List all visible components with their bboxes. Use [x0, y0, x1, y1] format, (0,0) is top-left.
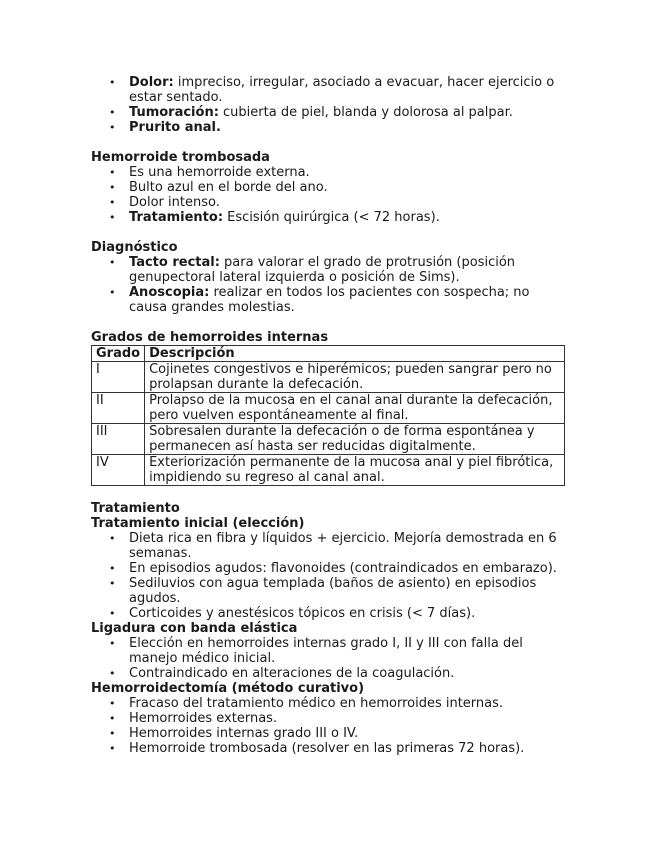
- list-item: • Prurito anal.: [91, 120, 566, 135]
- column-header-descripcion: Descripción: [145, 346, 565, 362]
- table-row: [92, 424, 565, 455]
- list-item: • Tacto rectal: para valorar el grado de protrusión (posición genupectoral lateral izquierda o posición de Sims).: [91, 255, 566, 285]
- heading-diagnostico: Diagnóstico: [91, 240, 178, 255]
- table-row: [92, 362, 565, 393]
- heading-tratamiento: Tratamiento: [91, 501, 180, 516]
- cell-descripcion: Cojinetes congestivos e hiperémicos; pueden sangrar pero no prolapsan durante la defecación.: [145, 362, 565, 393]
- list-item: • Contraindicado en alteraciones de la coagulación.: [91, 666, 566, 681]
- list-item: • Dolor intenso.: [91, 195, 566, 210]
- list-item: • Tumoración: cubierta de piel, blanda y dolorosa al palpar.: [91, 105, 566, 120]
- cell-descripcion: Sobresalen durante la defecación o de forma espontánea y permanecen así hasta ser reducidas digitalmente.: [145, 424, 565, 455]
- list-item: • Hemorroide trombosada (resolver en las primeras 72 horas).: [91, 741, 566, 756]
- list-item: • Hemorroides externas.: [91, 711, 566, 726]
- table-header-row: [92, 346, 565, 362]
- list-item: • Fracaso del tratamiento médico en hemorroides internas.: [91, 696, 566, 711]
- list-item: • Dieta rica en fibra y líquidos + ejercicio. Mejoría demostrada en 6 semanas.: [91, 531, 566, 561]
- diagnostico-list: [91, 255, 566, 315]
- cell-grado: II: [92, 393, 145, 424]
- list-item: • Corticoides y anestésicos tópicos en crisis (< 7 días).: [91, 606, 566, 621]
- table-row: [92, 393, 565, 424]
- grados-table: [91, 345, 565, 486]
- trombosada-list: [91, 165, 566, 225]
- column-header-grado: Grado: [92, 346, 145, 362]
- list-item: • Anoscopia: realizar en todos los pacientes con sospecha; no causa grandes molestias.: [91, 285, 566, 315]
- table-row: [92, 455, 565, 486]
- ligadura-list: [91, 636, 566, 681]
- list-item: • Elección en hemorroides internas grado I, II y III con falla del manejo médico inicial.: [91, 636, 566, 666]
- hemorroidectomia-list: [91, 696, 566, 756]
- intro-list: [91, 75, 566, 135]
- list-item: • Dolor: impreciso, irregular, asociado a evacuar, hacer ejercicio o estar sentado.: [91, 75, 566, 105]
- list-item: • Hemorroides internas grado III o IV.: [91, 726, 566, 741]
- heading-ligadura: Ligadura con banda elástica: [91, 621, 298, 636]
- list-item: • Sediluvios con agua templada (baños de asiento) en episodios agudos.: [91, 576, 566, 606]
- heading-hemorroidectomia: Hemorroidectomía (método curativo): [91, 681, 365, 696]
- document-content: [91, 75, 566, 756]
- cell-grado: III: [92, 424, 145, 455]
- list-item: • Es una hemorroide externa.: [91, 165, 566, 180]
- heading-trombosada: Hemorroide trombosada: [91, 150, 270, 165]
- list-item: • Tratamiento: Escisión quirúrgica (< 72 horas).: [91, 210, 566, 225]
- list-item: • En episodios agudos: flavonoides (contraindicados en embarazo).: [91, 561, 566, 576]
- heading-grados: Grados de hemorroides internas: [91, 330, 329, 345]
- list-item: • Bulto azul en el borde del ano.: [91, 180, 566, 195]
- tratamiento-inicial-list: [91, 531, 566, 621]
- cell-grado: IV: [92, 455, 145, 486]
- heading-tratamiento-inicial: Tratamiento inicial (elección): [91, 516, 305, 531]
- cell-descripcion: Exteriorización permanente de la mucosa anal y piel fibrótica, impidiendo su regreso al canal anal.: [145, 455, 565, 486]
- cell-grado: I: [92, 362, 145, 393]
- cell-descripcion: Prolapso de la mucosa en el canal anal durante la defecación, pero vuelven espontáneamente al final.: [145, 393, 565, 424]
